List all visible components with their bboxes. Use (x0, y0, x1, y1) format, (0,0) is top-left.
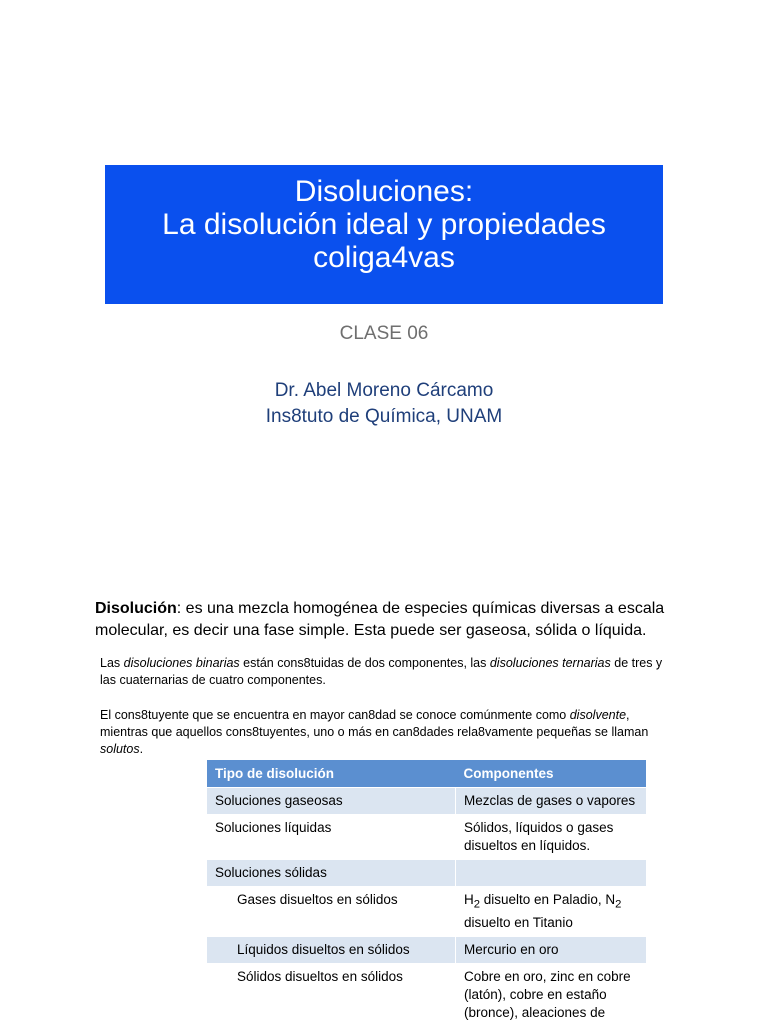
author-block (0, 378, 768, 430)
binary-solutions-paragraph (100, 655, 680, 689)
p2-text-c: , mientras que aquellos cons8tuyentes, uno o más en can8dades rela8vamente pequeñas se llaman (100, 708, 649, 739)
table-row (207, 860, 646, 887)
title-line-1: Disoluciones: (294, 175, 474, 208)
solvent-paragraph (100, 707, 680, 758)
definition-text: : es una mezcla homogénea de especies químicas diversas a escala molecular, es decir una fase simple. Esta puede ser gaseosa, sólida o líquida. (95, 600, 665, 639)
table-cell-components (456, 860, 647, 887)
formula-text: disuelto en Paladio, N (480, 892, 616, 907)
p1-text-e: de tres y las cuaternarias de cuatro componentes. (100, 656, 663, 687)
table-cell-type: Soluciones gaseosas (207, 788, 456, 815)
p2-text-a: El cons8tuyente que se encuentra en mayor can8dad se conoce comúnmente como (100, 708, 570, 722)
table-row (207, 963, 646, 1026)
table-cell-type: Gases disueltos en sólidos (207, 887, 456, 937)
p1-text-c: están cons8tuidas de dos componentes, las (239, 656, 490, 670)
class-label: CLASE 06 (339, 323, 429, 344)
p1-term-ternarias: disoluciones ternarias (489, 656, 611, 670)
subscript: 2 (615, 898, 622, 911)
table-row (207, 936, 646, 963)
table-cell-components (456, 887, 647, 937)
solution-types-table (207, 760, 646, 1026)
definition-term: Disolución (95, 600, 177, 617)
table-cell-type: Sólidos disueltos en sólidos (207, 963, 456, 1026)
author-name: Dr. Abel Moreno Cárcamo (274, 380, 494, 401)
table-cell-components: Cobre en oro, zinc en cobre (latón), cobre en estaño (bronce), aleaciones de (456, 963, 647, 1026)
p2-term-solutos: solutos (100, 742, 140, 756)
table-cell-components: Sólidos, líquidos o gases disueltos en líquidos. (456, 815, 647, 860)
table-cell-components: Mercurio en oro (456, 936, 647, 963)
definition-paragraph (95, 598, 695, 642)
table-cell-type: Soluciones líquidas (207, 815, 456, 860)
title-line-2: La disolución ideal y propiedades (162, 208, 606, 241)
table-cell-type: Soluciones sólidas (207, 860, 456, 887)
table-row (207, 887, 646, 937)
formula-h: H (464, 892, 474, 907)
table-row (207, 815, 646, 860)
title-banner (105, 165, 663, 304)
table-cell-type: Líquidos disueltos en sólidos (207, 936, 456, 963)
table-cell-components: Mezclas de gases o vapores (456, 788, 647, 815)
formula-text: disuelto en Titanio (464, 914, 573, 930)
p2-term-disolvente: disolvente (569, 708, 627, 722)
title-line-3: coliga4vas (313, 241, 455, 274)
subscript: 2 (473, 898, 481, 911)
p1-text-a: Las (100, 656, 124, 670)
table-row (207, 788, 646, 815)
table-header-components: Componentes (456, 760, 647, 788)
p2-text-e: . (139, 742, 144, 756)
table-header-type: Tipo de disolución (207, 760, 456, 788)
table-header-row (207, 760, 646, 788)
author-institute: Ins8tuto de Química, UNAM (265, 406, 503, 427)
p1-term-binarias: disoluciones binarias (123, 656, 240, 670)
